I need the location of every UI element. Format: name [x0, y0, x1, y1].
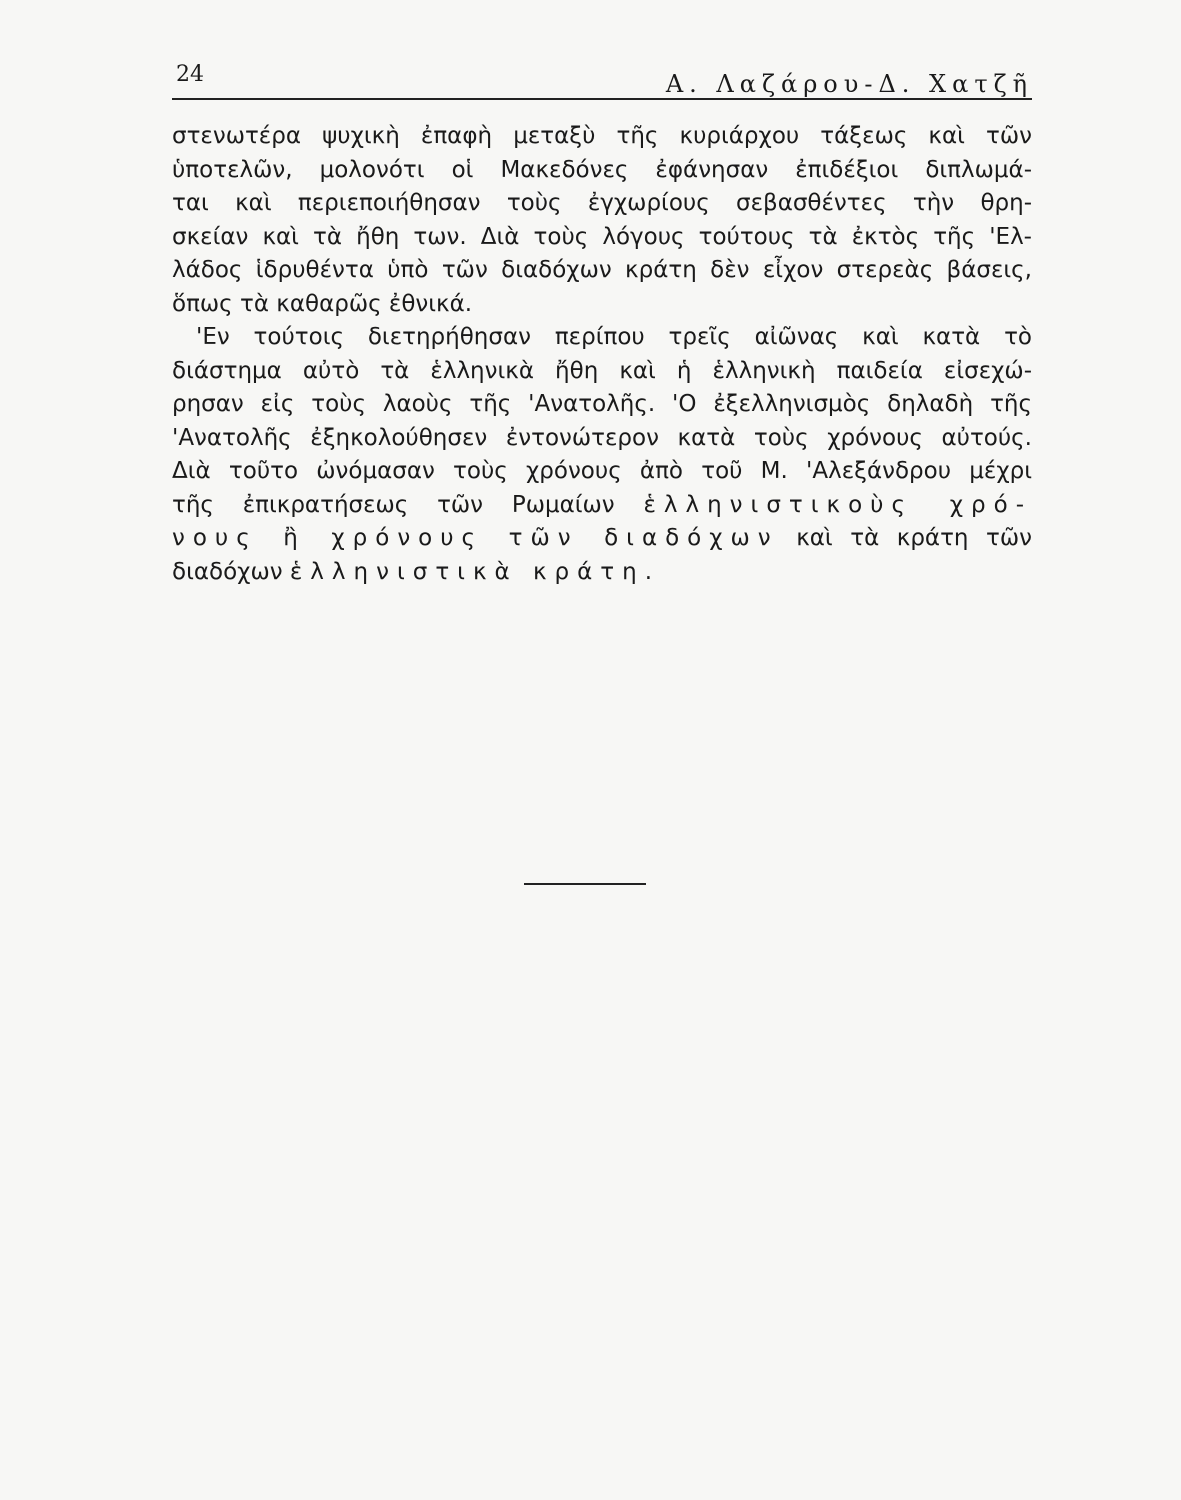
- text-segment: καὶ τὰ κράτη τῶν: [796, 525, 1032, 551]
- text-segment: τῆς ἐπικρατήσεως τῶν Ρωμαίων: [172, 491, 615, 518]
- text-line: ται καὶ περιεποιήθησαν τοὺς ἐγχωρίους σεβασθέντες τὴν θρη-: [172, 190, 1032, 216]
- text-line: ρησαν εἰς τοὺς λαοὺς τῆς 'Ανατολῆς. 'Ο ἐξελληνισμὸς δηλαδὴ τῆς: [172, 391, 1032, 417]
- text-line: στενωτέρα ψυχικὴ ἐπαφὴ μεταξὺ τῆς κυριάρχου τάξεως καὶ τῶν: [172, 123, 1032, 149]
- text-line: [172, 489, 1032, 523]
- page-number: 24: [176, 62, 204, 87]
- text-line: σκείαν καὶ τὰ ἤθη των. Διὰ τοὺς λόγους τούτους τὰ ἐκτὸς τῆς 'Ελ-: [172, 223, 1032, 250]
- text-line: λάδος ἱδρυθέντα ὑπὸ τῶν διαδόχων κράτη δὲν εἶχον στερεὰς βάσεις,: [172, 257, 1032, 283]
- text-line: Διὰ τοῦτο ὠνόμασαν τοὺς χρόνους ἀπὸ τοῦ Μ. 'Αλεξάνδρου μέχρι: [172, 458, 1032, 484]
- text-line: [172, 556, 1032, 590]
- header-rule: [172, 98, 1032, 100]
- text-line: 'Εν τούτοις διετηρήθησαν περίπου τρεῖς αἰῶνας καὶ κατὰ τὸ: [196, 324, 1032, 350]
- text-line: 'Ανατολῆς ἐξηκολούθησεν ἐντονώτερον κατὰ τοὺς χρόνους αὐτούς.: [172, 424, 1032, 451]
- running-head: Α. Λαζάρου-Δ. Χατζῆ: [665, 70, 1033, 98]
- spaced-emphasis: ἑλληνιστικὰ κράτη.: [289, 558, 661, 585]
- section-end-rule: [524, 883, 646, 885]
- spaced-emphasis: ἑλληνιστικοὺς χρό-: [643, 491, 1032, 518]
- spaced-emphasis: νους ἢ χρόνους τῶν διαδόχων: [172, 525, 779, 551]
- text-line: [172, 522, 1032, 556]
- text-segment: διαδόχων: [172, 558, 283, 585]
- body-text: [172, 120, 1032, 589]
- text-line: ὑποτελῶν, μολονότι οἱ Μακεδόνες ἐφάνησαν ἐπιδέξιοι διπλωμά-: [172, 156, 1032, 183]
- text-line: διάστημα αὐτὸ τὰ ἑλληνικὰ ἤθη καὶ ἡ ἑλληνικὴ παιδεία εἰσεχώ-: [172, 357, 1032, 384]
- text-line: ὅπως τὰ καθαρῶς ἐθνικά.: [172, 290, 473, 317]
